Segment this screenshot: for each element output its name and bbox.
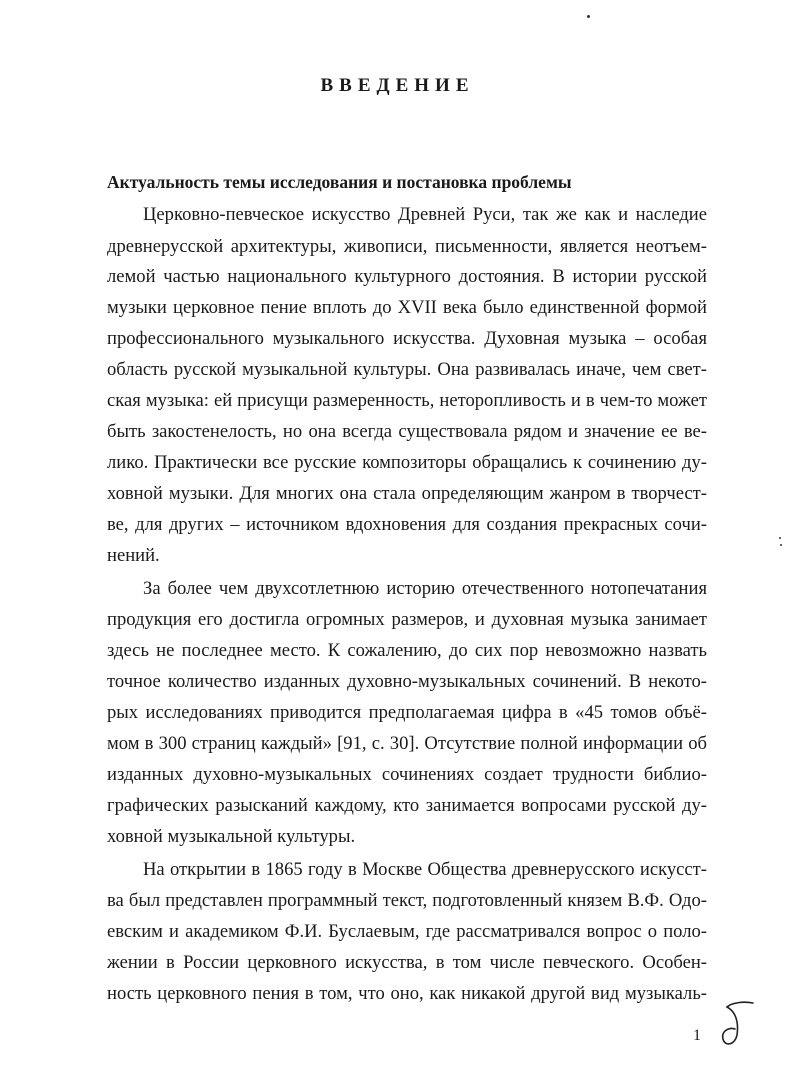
- text-line: евским и академиком Ф.И. Буслаевым, где рассматривался вопрос о поло-: [107, 921, 707, 942]
- scan-speck: [587, 15, 590, 18]
- text-line: область русской музыкальной культуры. Она развивалась иначе, чем свет-: [107, 359, 707, 380]
- text-line: жении в России церковного искусства, в том числе певческого. Особен-: [107, 952, 707, 973]
- section-heading: Актуальность темы исследования и постановка проблемы: [107, 172, 572, 192]
- text-line: нений.: [107, 545, 160, 566]
- text-line: быть закостенелость, но она всегда существовала рядом и значение ее ве-: [107, 421, 707, 442]
- text-line: точное количество изданных духовно-музыкальных сочинений. В некото-: [107, 671, 707, 692]
- scan-speck: [779, 537, 781, 539]
- page-number: 1: [693, 1027, 701, 1044]
- text-line: На открытии в 1865 году в Москве Общества древнерусского искусст-: [143, 859, 707, 880]
- text-line: За более чем двухсотлетнюю историю отечественного нотопечатания: [143, 578, 707, 599]
- text-line: графических разысканий каждому, кто занимается вопросами русской ду-: [107, 795, 707, 816]
- text-line: ность церковного пения в том, что оно, как никакой другой вид музыкаль-: [107, 983, 707, 1004]
- text-line: ве, для других – источником вдохновения для создания прекрасных сочи-: [107, 514, 707, 535]
- text-line: рых исследованиях приводится предполагаемая цифра в «45 томов объё-: [107, 702, 707, 723]
- text-line: здесь не последнее место. К сожалению, до сих пор невозможно назвать: [107, 640, 707, 661]
- text-line: ховной музыкальной культуры.: [107, 826, 356, 847]
- text-line: мом в 300 страниц каждый» [91, с. 30]. Отсутствие полной информации об: [107, 733, 707, 754]
- text-line: ва был представлен программный текст, подготовленный князем В.Ф. Одо-: [107, 890, 707, 911]
- text-line: Церковно-певческое искусство Древней Руси, так же как и наследие: [143, 204, 707, 225]
- text-line: продукция его достигла огромных размеров, и духовная музыка занимает: [107, 609, 707, 630]
- text-line: лико. Практически все русские композиторы обращались к сочинению ду-: [107, 452, 707, 473]
- text-line: ховной музыки. Для многих она стала определяющим жанром в творчест-: [107, 483, 707, 504]
- text-line: музыки церковное пение вплоть до XVII века было единственной формой: [107, 297, 707, 318]
- text-line: профессионального музыкального искусства. Духовная музыка – особая: [107, 328, 707, 349]
- text-line: ская музыка: ей присущи размеренность, неторопливость и в чем-то может: [107, 390, 707, 411]
- handwritten-mark-icon: [717, 995, 757, 1055]
- text-line: лемой частью национального культурного достояния. В истории русской: [107, 266, 707, 287]
- text-line: древнерусской архитектуры, живописи, письменности, является неотъем-: [107, 236, 707, 257]
- scan-speck: [780, 544, 782, 546]
- page-title: ВВЕДЕНИЕ: [320, 75, 475, 96]
- text-line: изданных духовно-музыкальных сочинениях создает трудности библио-: [107, 764, 707, 785]
